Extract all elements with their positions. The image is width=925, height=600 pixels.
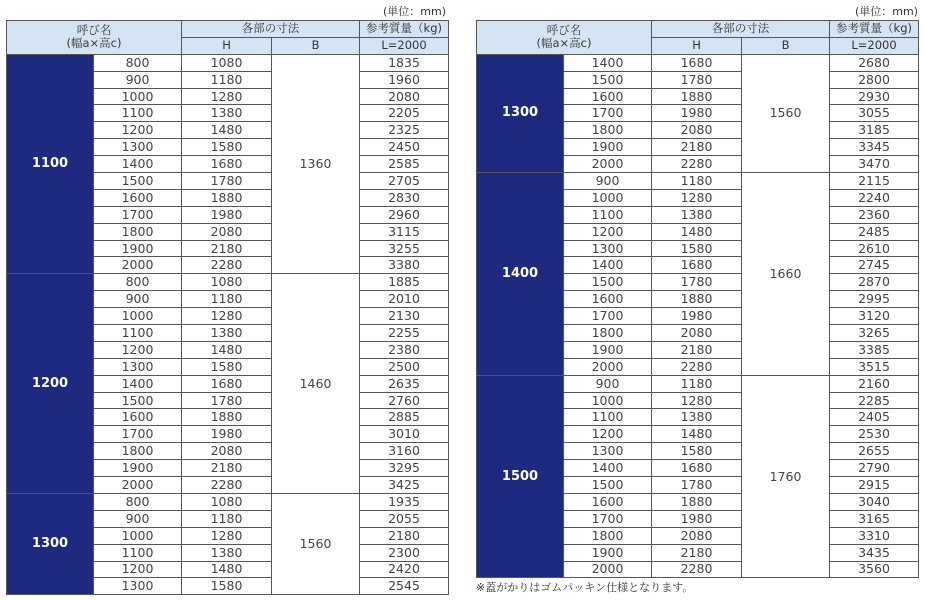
table-body-right: [477, 54, 919, 578]
h-value-cell: 2280: [652, 561, 742, 578]
group-width-cell: 1300: [7, 493, 94, 594]
group-width-cell: 1400: [477, 173, 564, 376]
h-value-cell: 1780: [182, 392, 272, 409]
h-value-cell: 1580: [652, 443, 742, 460]
height-c-cell: 2000: [564, 358, 652, 375]
weight-value-cell: 2760: [360, 392, 449, 409]
h-value-cell: 2080: [182, 223, 272, 240]
h-value-cell: 1980: [652, 105, 742, 122]
h-value-cell: 1980: [652, 510, 742, 527]
weight-value-cell: 2130: [360, 308, 449, 325]
h-value-cell: 1380: [182, 325, 272, 342]
weight-value-cell: 3055: [830, 105, 919, 122]
h-value-cell: 1180: [182, 71, 272, 88]
height-c-cell: 1900: [564, 341, 652, 358]
weight-value-cell: 2010: [360, 291, 449, 308]
h-value-cell: 1280: [182, 527, 272, 544]
h-value-cell: 1880: [182, 409, 272, 426]
h-value-cell: 1180: [182, 510, 272, 527]
b-value-cell: 1760: [742, 375, 830, 578]
dimension-table-left: [6, 20, 449, 595]
h-value-cell: 1180: [652, 173, 742, 190]
weight-value-cell: 3120: [830, 308, 919, 325]
height-c-cell: 1700: [94, 426, 182, 443]
weight-value-cell: 3310: [830, 527, 919, 544]
height-c-cell: 1400: [564, 54, 652, 71]
height-c-cell: 900: [564, 375, 652, 392]
h-value-cell: 1680: [652, 460, 742, 477]
weight-value-cell: 2450: [360, 139, 449, 156]
height-c-cell: 900: [564, 173, 652, 190]
h-value-cell: 2280: [182, 477, 272, 494]
weight-value-cell: 3380: [360, 257, 449, 274]
h-value-cell: 1480: [182, 561, 272, 578]
height-c-cell: 1500: [564, 71, 652, 88]
table-row: [7, 274, 449, 291]
h-value-cell: 1180: [652, 375, 742, 392]
h-value-cell: 2280: [182, 257, 272, 274]
height-c-cell: 1500: [564, 274, 652, 291]
group-width-cell: 1100: [7, 54, 94, 274]
weight-value-cell: 2160: [830, 375, 919, 392]
b-value-cell: 1560: [272, 493, 360, 594]
h-value-cell: 1080: [182, 54, 272, 71]
h-value-cell: 1580: [652, 240, 742, 257]
height-c-cell: 1200: [564, 426, 652, 443]
weight-value-cell: 2180: [360, 527, 449, 544]
h-value-cell: 2280: [652, 156, 742, 173]
b-value-cell: 1560: [742, 54, 830, 172]
b-value-cell: 1360: [272, 54, 360, 274]
height-c-cell: 1100: [94, 325, 182, 342]
weight-value-cell: 2705: [360, 173, 449, 190]
weight-value-cell: 3470: [830, 156, 919, 173]
weight-value-cell: 1835: [360, 54, 449, 71]
h-value-cell: 1080: [182, 274, 272, 291]
weight-value-cell: 2240: [830, 189, 919, 206]
h-value-cell: 1580: [182, 139, 272, 156]
weight-value-cell: 2870: [830, 274, 919, 291]
weight-value-cell: 2995: [830, 291, 919, 308]
height-c-cell: 1600: [94, 409, 182, 426]
height-c-cell: 1000: [94, 88, 182, 105]
weight-value-cell: 3560: [830, 561, 919, 578]
unit-note-right: (単位：mm): [855, 5, 919, 18]
height-c-cell: 1800: [564, 527, 652, 544]
header-nominal-name: [7, 21, 182, 55]
h-value-cell: 1580: [182, 358, 272, 375]
b-value-cell: 1660: [742, 173, 830, 376]
weight-value-cell: 2485: [830, 223, 919, 240]
height-c-cell: 1400: [564, 460, 652, 477]
height-c-cell: 1500: [564, 477, 652, 494]
h-value-cell: 1980: [652, 308, 742, 325]
height-c-cell: 1000: [564, 189, 652, 206]
height-c-cell: 1200: [94, 122, 182, 139]
height-c-cell: 1000: [94, 527, 182, 544]
height-c-cell: 1400: [94, 156, 182, 173]
height-c-cell: 1200: [564, 223, 652, 240]
weight-value-cell: 2930: [830, 88, 919, 105]
weight-value-cell: 2420: [360, 561, 449, 578]
height-c-cell: 1700: [564, 105, 652, 122]
h-value-cell: 1680: [652, 257, 742, 274]
header-h: H: [652, 37, 742, 54]
weight-value-cell: 3425: [360, 477, 449, 494]
weight-value-cell: 1935: [360, 493, 449, 510]
height-c-cell: 1700: [564, 308, 652, 325]
h-value-cell: 1780: [652, 71, 742, 88]
h-value-cell: 1280: [182, 308, 272, 325]
weight-value-cell: 2635: [360, 375, 449, 392]
group-width-cell: 1300: [477, 54, 564, 172]
height-c-cell: 1000: [564, 392, 652, 409]
table-row: [477, 54, 919, 71]
h-value-cell: 1480: [182, 341, 272, 358]
h-value-cell: 1280: [652, 189, 742, 206]
height-c-cell: 1600: [564, 493, 652, 510]
h-value-cell: 2180: [652, 341, 742, 358]
height-c-cell: 1200: [94, 561, 182, 578]
header-nominal-name-line2: (幅a×高c): [66, 36, 122, 51]
weight-value-cell: 3515: [830, 358, 919, 375]
header-length: L=2000: [360, 37, 449, 54]
height-c-cell: 1300: [94, 578, 182, 595]
weight-value-cell: 3265: [830, 325, 919, 342]
h-value-cell: 1980: [182, 206, 272, 223]
height-c-cell: 1900: [564, 544, 652, 561]
h-value-cell: 2080: [652, 122, 742, 139]
weight-value-cell: 2285: [830, 392, 919, 409]
header-nominal-name-line1: 呼び名: [546, 23, 582, 38]
h-value-cell: 1880: [182, 189, 272, 206]
height-c-cell: 1500: [94, 392, 182, 409]
unit-note-left: (単位：mm): [383, 5, 447, 18]
height-c-cell: 800: [94, 493, 182, 510]
header-dimensions: 各部の寸法: [652, 21, 830, 38]
height-c-cell: 1300: [94, 358, 182, 375]
height-c-cell: 1100: [94, 105, 182, 122]
weight-value-cell: 2205: [360, 105, 449, 122]
weight-value-cell: 3385: [830, 341, 919, 358]
dimension-table-right: [476, 20, 919, 578]
height-c-cell: 1900: [94, 240, 182, 257]
weight-value-cell: 2530: [830, 426, 919, 443]
h-value-cell: 2080: [652, 527, 742, 544]
h-value-cell: 2180: [182, 240, 272, 257]
height-c-cell: 800: [94, 274, 182, 291]
h-value-cell: 1780: [652, 274, 742, 291]
header-nominal-name-line2: (幅a×高c): [536, 36, 592, 51]
h-value-cell: 1680: [652, 54, 742, 71]
h-value-cell: 2180: [652, 544, 742, 561]
header-b: B: [742, 37, 830, 54]
height-c-cell: 1300: [94, 139, 182, 156]
weight-value-cell: 2255: [360, 325, 449, 342]
weight-value-cell: 2610: [830, 240, 919, 257]
header-h: H: [182, 37, 272, 54]
height-c-cell: 1600: [564, 291, 652, 308]
table-row: [477, 375, 919, 392]
weight-value-cell: 2500: [360, 358, 449, 375]
height-c-cell: 1300: [564, 443, 652, 460]
h-value-cell: 1780: [652, 477, 742, 494]
h-value-cell: 2180: [652, 139, 742, 156]
h-value-cell: 1380: [182, 544, 272, 561]
height-c-cell: 2000: [564, 561, 652, 578]
weight-value-cell: 2680: [830, 54, 919, 71]
header-length: L=2000: [830, 37, 919, 54]
h-value-cell: 1280: [182, 88, 272, 105]
header-weight: 参考質量（kg): [360, 21, 449, 38]
height-c-cell: 900: [94, 71, 182, 88]
weight-value-cell: 2380: [360, 341, 449, 358]
h-value-cell: 2180: [182, 460, 272, 477]
header-nominal-name-line1: 呼び名: [76, 23, 112, 38]
height-c-cell: 1700: [94, 206, 182, 223]
height-c-cell: 1500: [94, 173, 182, 190]
weight-value-cell: 2080: [360, 88, 449, 105]
weight-value-cell: 1885: [360, 274, 449, 291]
h-value-cell: 1380: [182, 105, 272, 122]
weight-value-cell: 2585: [360, 156, 449, 173]
weight-value-cell: 3185: [830, 122, 919, 139]
weight-value-cell: 2405: [830, 409, 919, 426]
weight-value-cell: 3040: [830, 493, 919, 510]
h-value-cell: 1080: [182, 493, 272, 510]
h-value-cell: 1680: [182, 156, 272, 173]
h-value-cell: 1980: [182, 426, 272, 443]
h-value-cell: 1580: [182, 578, 272, 595]
h-value-cell: 2080: [182, 443, 272, 460]
height-c-cell: 900: [94, 510, 182, 527]
weight-value-cell: 3255: [360, 240, 449, 257]
height-c-cell: 1100: [564, 409, 652, 426]
h-value-cell: 1880: [652, 291, 742, 308]
height-c-cell: 1900: [564, 139, 652, 156]
h-value-cell: 1180: [182, 291, 272, 308]
header-weight: 参考質量（kg): [830, 21, 919, 38]
weight-value-cell: 3010: [360, 426, 449, 443]
weight-value-cell: 1960: [360, 71, 449, 88]
h-value-cell: 1280: [652, 392, 742, 409]
height-c-cell: 1800: [564, 122, 652, 139]
weight-value-cell: 2325: [360, 122, 449, 139]
height-c-cell: 1600: [564, 88, 652, 105]
height-c-cell: 1400: [564, 257, 652, 274]
table-row: [477, 173, 919, 190]
weight-value-cell: 2055: [360, 510, 449, 527]
height-c-cell: 2000: [94, 257, 182, 274]
height-c-cell: 1300: [564, 240, 652, 257]
table-row: [7, 493, 449, 510]
height-c-cell: 1800: [94, 443, 182, 460]
b-value-cell: 1460: [272, 274, 360, 494]
height-c-cell: 1000: [94, 308, 182, 325]
height-c-cell: 2000: [564, 156, 652, 173]
weight-value-cell: 2915: [830, 477, 919, 494]
weight-value-cell: 2830: [360, 189, 449, 206]
h-value-cell: 1680: [182, 375, 272, 392]
weight-value-cell: 2360: [830, 206, 919, 223]
table-row: [7, 54, 449, 71]
height-c-cell: 1100: [564, 206, 652, 223]
h-value-cell: 1780: [182, 173, 272, 190]
weight-value-cell: 2545: [360, 578, 449, 595]
h-value-cell: 1380: [652, 206, 742, 223]
height-c-cell: 1800: [94, 223, 182, 240]
height-c-cell: 1800: [564, 325, 652, 342]
group-width-cell: 1500: [477, 375, 564, 578]
footnote: ※蓋がかりはゴムパッキン仕様となります。: [476, 581, 694, 594]
weight-value-cell: 3435: [830, 544, 919, 561]
height-c-cell: 900: [94, 291, 182, 308]
weight-value-cell: 2790: [830, 460, 919, 477]
height-c-cell: 1900: [94, 460, 182, 477]
height-c-cell: 1100: [94, 544, 182, 561]
h-value-cell: 1880: [652, 88, 742, 105]
height-c-cell: 1700: [564, 510, 652, 527]
h-value-cell: 2280: [652, 358, 742, 375]
header-nominal-name: [477, 21, 652, 55]
weight-value-cell: 2300: [360, 544, 449, 561]
height-c-cell: 1400: [94, 375, 182, 392]
h-value-cell: 2080: [652, 325, 742, 342]
height-c-cell: 1600: [94, 189, 182, 206]
weight-value-cell: 2655: [830, 443, 919, 460]
h-value-cell: 1480: [652, 223, 742, 240]
height-c-cell: 1200: [94, 341, 182, 358]
weight-value-cell: 3165: [830, 510, 919, 527]
weight-value-cell: 3295: [360, 460, 449, 477]
height-c-cell: 800: [94, 54, 182, 71]
weight-value-cell: 3115: [360, 223, 449, 240]
h-value-cell: 1380: [652, 409, 742, 426]
weight-value-cell: 3160: [360, 443, 449, 460]
weight-value-cell: 2800: [830, 71, 919, 88]
weight-value-cell: 2115: [830, 173, 919, 190]
h-value-cell: 1480: [182, 122, 272, 139]
header-b: B: [272, 37, 360, 54]
header-dimensions: 各部の寸法: [182, 21, 360, 38]
h-value-cell: 1480: [652, 426, 742, 443]
weight-value-cell: 2885: [360, 409, 449, 426]
group-width-cell: 1200: [7, 274, 94, 494]
weight-value-cell: 3345: [830, 139, 919, 156]
table-body-left: [7, 54, 449, 595]
height-c-cell: 2000: [94, 477, 182, 494]
h-value-cell: 1880: [652, 493, 742, 510]
weight-value-cell: 2960: [360, 206, 449, 223]
weight-value-cell: 2745: [830, 257, 919, 274]
